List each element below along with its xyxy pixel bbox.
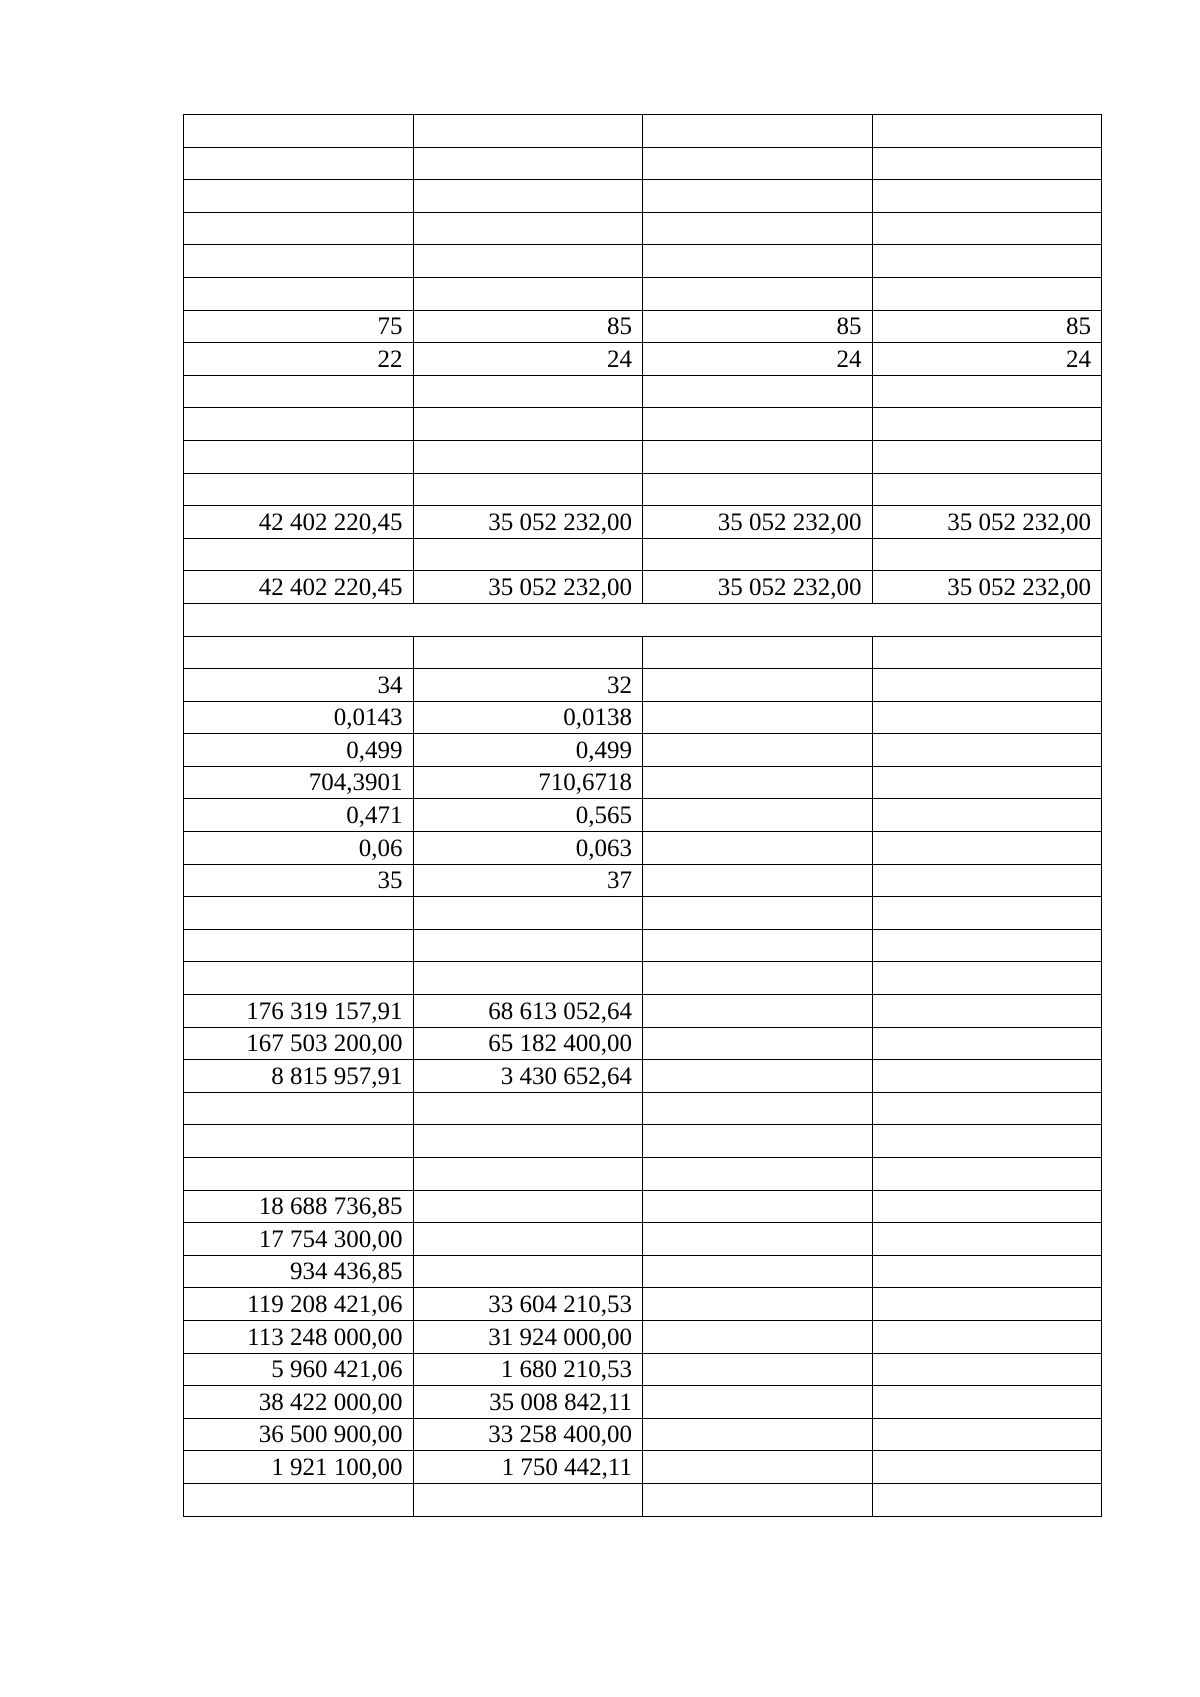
table-cell [872, 1320, 1102, 1353]
table-cell [872, 832, 1102, 865]
table-cell [413, 440, 643, 473]
table-cell [872, 1223, 1102, 1256]
table-cell [872, 734, 1102, 767]
table-cell [184, 1092, 414, 1125]
table-row [184, 929, 1102, 962]
table-row [184, 636, 1102, 669]
table-cell [643, 408, 873, 441]
table-cell: 0,063 [413, 832, 643, 865]
table-row [184, 1320, 1102, 1353]
table-row [184, 1060, 1102, 1093]
table-cell [413, 636, 643, 669]
table-cell [184, 1158, 414, 1191]
table-cell: 18 688 736,85 [184, 1190, 414, 1223]
table-row [184, 669, 1102, 702]
table-cell [413, 538, 643, 571]
table-cell: 85 [872, 310, 1102, 343]
table-cell [643, 1418, 873, 1451]
table-cell [872, 766, 1102, 799]
table-cell: 0,06 [184, 832, 414, 865]
table-cell [643, 1027, 873, 1060]
table-row [184, 701, 1102, 734]
table-cell [872, 180, 1102, 213]
table-cell [413, 1255, 643, 1288]
table-cell: 33 258 400,00 [413, 1418, 643, 1451]
table-cell [872, 1092, 1102, 1125]
table-cell: 35 008 842,11 [413, 1386, 643, 1419]
table-row [184, 1223, 1102, 1256]
table-cell: 68 613 052,64 [413, 995, 643, 1028]
table-cell [643, 864, 873, 897]
table-cell [872, 473, 1102, 506]
table-cell [872, 147, 1102, 180]
table-cell: 85 [413, 310, 643, 343]
table-row [184, 1190, 1102, 1223]
table-cell [872, 408, 1102, 441]
table-cell [413, 147, 643, 180]
table-cell: 33 604 210,53 [413, 1288, 643, 1321]
table-row [184, 180, 1102, 213]
table-cell [184, 147, 414, 180]
table-cell [643, 440, 873, 473]
table-cell [872, 636, 1102, 669]
table-row [184, 310, 1102, 343]
table-cell [643, 147, 873, 180]
table-row [184, 1353, 1102, 1386]
table-cell: 0,0143 [184, 701, 414, 734]
table-cell: 934 436,85 [184, 1255, 414, 1288]
table-cell [643, 277, 873, 310]
table-row [184, 734, 1102, 767]
table-cell: 1 680 210,53 [413, 1353, 643, 1386]
table-cell [413, 1483, 643, 1516]
table-row [184, 1092, 1102, 1125]
table-row [184, 832, 1102, 865]
table-cell: 35 052 232,00 [872, 571, 1102, 604]
table-cell: 24 [872, 343, 1102, 376]
table-row [184, 995, 1102, 1028]
table-cell [413, 473, 643, 506]
table-row [184, 538, 1102, 571]
table-cell [872, 1483, 1102, 1516]
table-cell [643, 962, 873, 995]
table-cell [643, 799, 873, 832]
table-cell [184, 897, 414, 930]
table-row [184, 1158, 1102, 1191]
table-cell: 710,6718 [413, 766, 643, 799]
table-cell-merged [184, 603, 1102, 636]
table-row [184, 1125, 1102, 1158]
table-cell [872, 1060, 1102, 1093]
table-cell [872, 929, 1102, 962]
table-cell [872, 115, 1102, 148]
table-cell [872, 701, 1102, 734]
table-cell [643, 375, 873, 408]
table-cell: 36 500 900,00 [184, 1418, 414, 1451]
table-row [184, 147, 1102, 180]
table-row [184, 212, 1102, 245]
table-cell [184, 245, 414, 278]
table-cell [872, 538, 1102, 571]
table-cell [643, 1092, 873, 1125]
table-cell [413, 277, 643, 310]
table-cell [872, 375, 1102, 408]
table-cell [643, 636, 873, 669]
table-cell [643, 1288, 873, 1321]
table-cell [413, 929, 643, 962]
table-cell [184, 180, 414, 213]
table-cell: 31 924 000,00 [413, 1320, 643, 1353]
table-cell [413, 180, 643, 213]
table-cell [643, 1386, 873, 1419]
table-cell [184, 636, 414, 669]
table-cell: 113 248 000,00 [184, 1320, 414, 1353]
table-cell [413, 212, 643, 245]
table-cell [413, 408, 643, 441]
table-cell [643, 669, 873, 702]
table-cell [872, 245, 1102, 278]
table-cell [413, 115, 643, 148]
table-cell: 38 422 000,00 [184, 1386, 414, 1419]
table-cell [872, 1158, 1102, 1191]
table-cell [872, 1353, 1102, 1386]
table-row [184, 277, 1102, 310]
table-cell [872, 1125, 1102, 1158]
table-cell [413, 245, 643, 278]
table-cell [643, 1483, 873, 1516]
table-cell: 35 052 232,00 [872, 506, 1102, 539]
table-row [184, 864, 1102, 897]
table-cell: 22 [184, 343, 414, 376]
table-cell: 35 052 232,00 [643, 571, 873, 604]
table-cell [413, 1092, 643, 1125]
table-cell: 85 [643, 310, 873, 343]
table-row [184, 245, 1102, 278]
table-row [184, 473, 1102, 506]
table-cell: 176 319 157,91 [184, 995, 414, 1028]
table-cell: 42 402 220,45 [184, 571, 414, 604]
table-row [184, 408, 1102, 441]
table-cell [643, 734, 873, 767]
table-cell [872, 1255, 1102, 1288]
table-cell: 24 [413, 343, 643, 376]
table-cell: 0,499 [413, 734, 643, 767]
table-cell: 3 430 652,64 [413, 1060, 643, 1093]
table-cell: 0,565 [413, 799, 643, 832]
table-cell: 8 815 957,91 [184, 1060, 414, 1093]
table-cell [643, 1255, 873, 1288]
table-cell [872, 212, 1102, 245]
table-cell [643, 832, 873, 865]
table-cell [184, 408, 414, 441]
table-cell [643, 1060, 873, 1093]
table-row [184, 1027, 1102, 1060]
table-cell: 42 402 220,45 [184, 506, 414, 539]
table-cell [643, 995, 873, 1028]
table-cell [643, 701, 873, 734]
table-cell [413, 897, 643, 930]
table-cell [184, 929, 414, 962]
table-cell [643, 180, 873, 213]
table-cell [184, 277, 414, 310]
table-row [184, 603, 1102, 636]
table-row [184, 1451, 1102, 1484]
table-row [184, 897, 1102, 930]
table-row [184, 799, 1102, 832]
table-row [184, 440, 1102, 473]
table-cell: 5 960 421,06 [184, 1353, 414, 1386]
table-cell [184, 962, 414, 995]
table-cell: 17 754 300,00 [184, 1223, 414, 1256]
table-cell: 35 052 232,00 [643, 506, 873, 539]
table-row [184, 1418, 1102, 1451]
table-cell [643, 212, 873, 245]
table-cell: 24 [643, 343, 873, 376]
table-row [184, 1483, 1102, 1516]
table-cell [872, 440, 1102, 473]
table-cell [643, 1353, 873, 1386]
table-cell [643, 1223, 873, 1256]
table-cell [643, 115, 873, 148]
table-cell: 704,3901 [184, 766, 414, 799]
table-cell: 34 [184, 669, 414, 702]
table-cell [872, 277, 1102, 310]
table-row [184, 375, 1102, 408]
table-cell [643, 245, 873, 278]
table-cell: 65 182 400,00 [413, 1027, 643, 1060]
table-cell [413, 1158, 643, 1191]
table-cell [872, 1288, 1102, 1321]
table-cell [413, 1125, 643, 1158]
table-cell [413, 375, 643, 408]
table-row [184, 506, 1102, 539]
table-cell [184, 212, 414, 245]
table-cell [413, 1190, 643, 1223]
table-cell [184, 115, 414, 148]
table-cell [872, 669, 1102, 702]
table-cell: 0,499 [184, 734, 414, 767]
table-cell: 1 921 100,00 [184, 1451, 414, 1484]
table-cell [872, 995, 1102, 1028]
table-cell [184, 440, 414, 473]
table-cell: 0,471 [184, 799, 414, 832]
table-cell [184, 538, 414, 571]
table-cell: 1 750 442,11 [413, 1451, 643, 1484]
table-cell [872, 897, 1102, 930]
table-row [184, 1255, 1102, 1288]
table-cell [872, 1451, 1102, 1484]
table-cell: 75 [184, 310, 414, 343]
table-cell: 37 [413, 864, 643, 897]
table-row [184, 571, 1102, 604]
table-cell [413, 962, 643, 995]
table-cell [643, 897, 873, 930]
table-cell [872, 799, 1102, 832]
table-cell [643, 929, 873, 962]
table-row [184, 115, 1102, 148]
table-cell [872, 864, 1102, 897]
table-cell [872, 962, 1102, 995]
data-table [183, 114, 1102, 1517]
table-cell: 35 052 232,00 [413, 506, 643, 539]
table-cell [643, 1190, 873, 1223]
table-cell [643, 473, 873, 506]
table-cell [872, 1190, 1102, 1223]
table-row [184, 962, 1102, 995]
table-cell: 167 503 200,00 [184, 1027, 414, 1060]
table-cell: 119 208 421,06 [184, 1288, 414, 1321]
table-cell [184, 473, 414, 506]
table-row [184, 766, 1102, 799]
table-cell [413, 1223, 643, 1256]
table-cell [643, 1320, 873, 1353]
table-cell [643, 1125, 873, 1158]
table-cell [643, 1158, 873, 1191]
table-cell [643, 538, 873, 571]
table-cell [872, 1027, 1102, 1060]
table-cell: 35 052 232,00 [413, 571, 643, 604]
table-cell [872, 1418, 1102, 1451]
table-cell [643, 766, 873, 799]
table-cell [872, 1386, 1102, 1419]
table-body [184, 115, 1102, 1517]
table-cell: 32 [413, 669, 643, 702]
table-cell: 0,0138 [413, 701, 643, 734]
table-row [184, 1386, 1102, 1419]
table-cell [643, 1451, 873, 1484]
table-cell [184, 1125, 414, 1158]
table-cell: 35 [184, 864, 414, 897]
table-row [184, 1288, 1102, 1321]
table-cell [184, 375, 414, 408]
table-row [184, 343, 1102, 376]
table-cell [184, 1483, 414, 1516]
